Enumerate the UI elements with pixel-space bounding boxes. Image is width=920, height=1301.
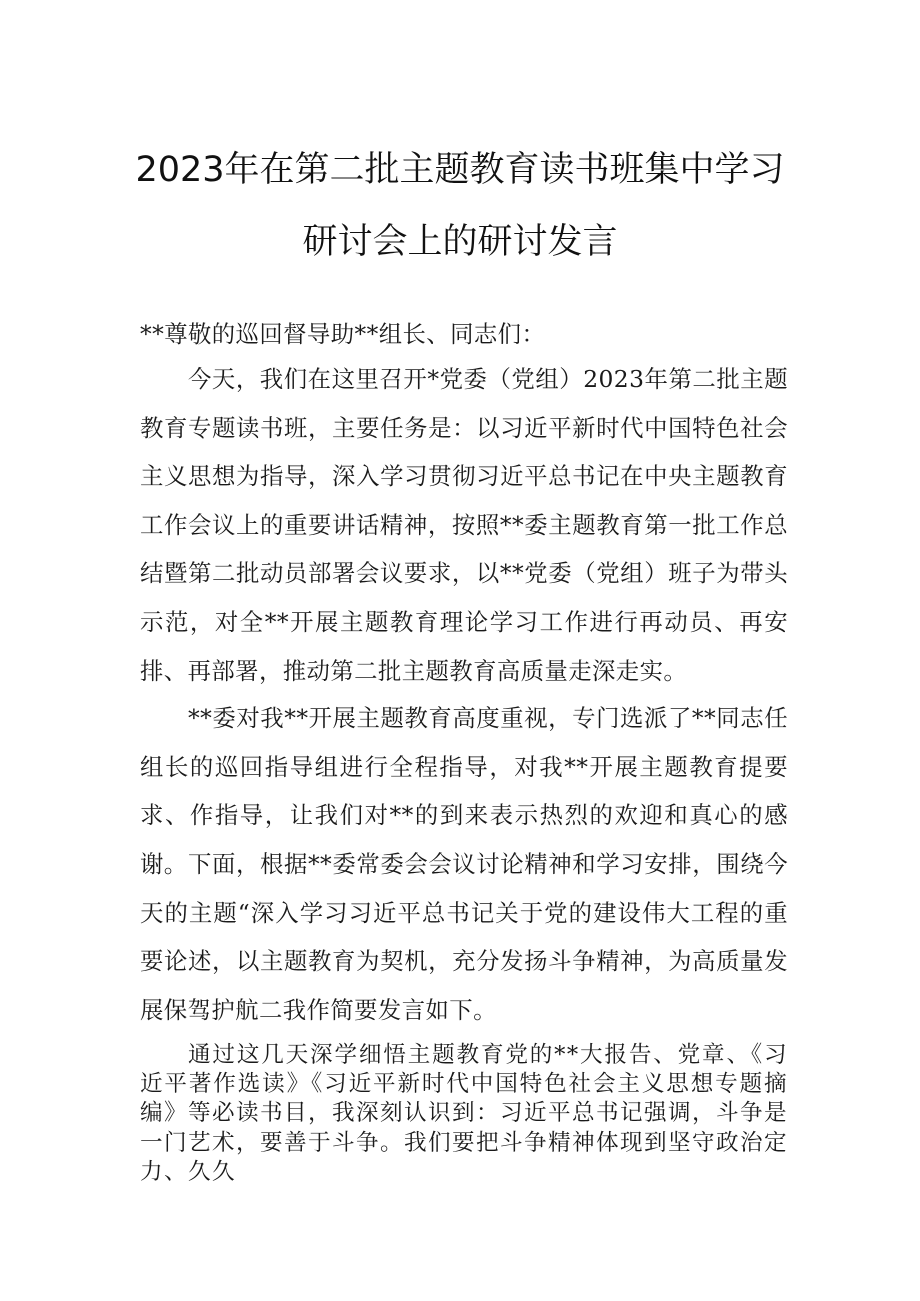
body-paragraph-4: 通过这几天深学细悟主题教育党的**大报告、党章、《习近平著作选读》《习近平新时代中国特色社会主义思想专题摘编》等必读书目，我深刻认识到：习近平总书记强调，斗争是一门艺术，要善于斗争。我们要把斗争精神体现到坚守政治定力、久久 <box>140 1042 788 1185</box>
salutation: **尊敬的巡回督导助**组长、同志们： <box>140 320 546 348</box>
body-paragraph-3: 下面，根据**委常委会会议讨论精神和学习安排，围绕今天的主题“深入学习习近平总书记关于党的建设伟大工程的重要论述，以主题教育为契机，充分发扬斗争精神，为高质量发展保驾护航二我作简要发言如下。 <box>140 850 788 1024</box>
document-title-line-2: 研讨会上的研讨发言 <box>302 222 618 262</box>
body-paragraph-2: **委对我**开展主题教育高度重视，专门选派了**同志任组长的巡回指导组进行全程指导，对我**开展主题教育提要求、作指导，让我们对**的到来表示热烈的欢迎和真心的感谢。 <box>140 704 788 878</box>
document-title-line-1: 2023年在第二批主题教育读书班集中学习 <box>135 150 785 190</box>
body-paragraph-1: 今天，我们在这里召开*党委（党组）2023年第二批主题教育专题读书班，主要任务是：以习近平新时代中国特色社会主义思想为指导，深入学习贯彻习近平总书记在中央主题教育工作会议上的重要讲话精神，按照**委主题教育第一批工作总结暨第二批动员部署会议要求，以**党委（党组）班子为带头示范，对全**开展主题教育理论学习工作进行再动员、再安排、再部署，推动第二批主题教育高质量走深走实。 <box>140 365 788 685</box>
